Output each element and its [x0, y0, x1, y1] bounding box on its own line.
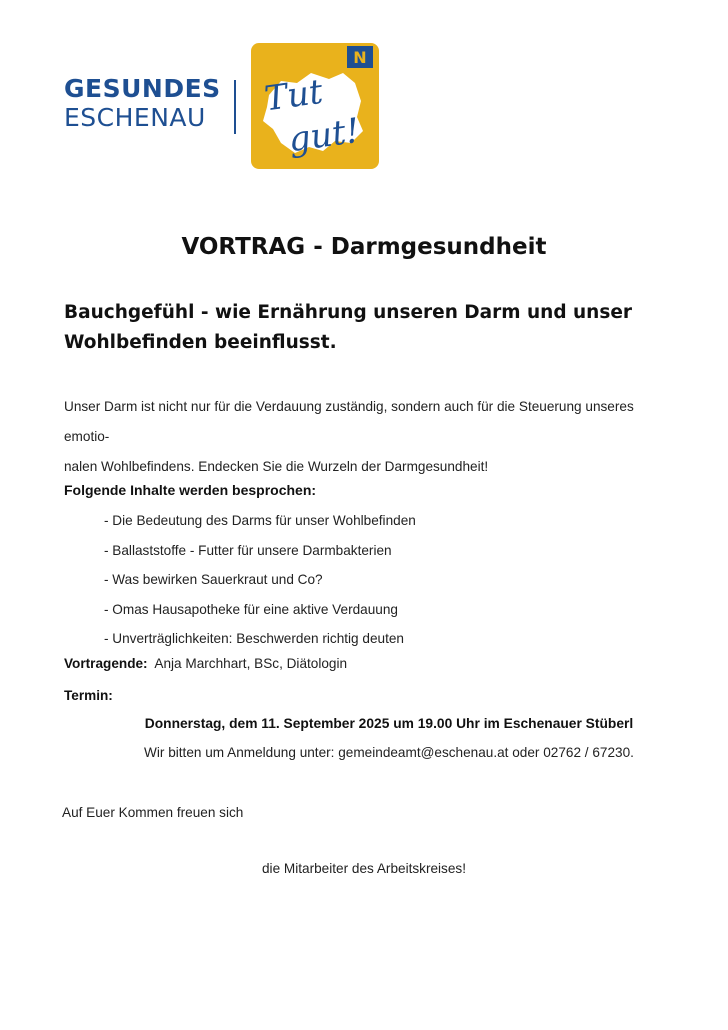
intro-paragraph [64, 392, 674, 482]
subtitle: Bauchgefühl - wie Ernährung unseren Darm und unser Wohlbefinden beeinflusst. [64, 302, 633, 353]
termin-label: Termin: [64, 688, 113, 703]
event-date: Donnerstag, dem 11. September 2025 um 19.00 Uhr im Eschenauer Stüberl [144, 716, 634, 731]
list-item: - Omas Hausapotheke für eine aktive Verdauung [104, 601, 398, 617]
speaker-label: Vortragende: [64, 656, 148, 671]
list-item: - Unverträglichkeiten: Beschwerden richtig deuten [104, 631, 404, 646]
logo-line-gesundes: GESUNDES [64, 74, 221, 103]
topics-heading: Folgende Inhalte werden besprochen: [64, 482, 317, 498]
speaker-line [64, 656, 347, 671]
closing-text: Auf Euer Kommen freuen sich [62, 805, 244, 820]
logo-wordmark [64, 75, 221, 133]
logo-divider [234, 80, 236, 134]
intro-line-2: nalen Wohlbefindens. Endecken Sie die Wurzeln der Darmgesundheit! [64, 459, 489, 474]
topics-list [104, 506, 416, 654]
logo-line-eschenau: ESCHENAU [64, 103, 206, 132]
registration-info: Wir bitten um Anmeldung unter: gemeindeamt@eschenau.at oder 02762 / 67230. [144, 745, 634, 760]
page-title: VORTRAG - Darmgesundheit [181, 234, 547, 260]
speaker-name: Anja Marchhart, BSc, Diätologin [154, 656, 348, 671]
signoff-text: die Mitarbeiter des Arbeitskreises! [262, 861, 466, 876]
intro-line-1: Unser Darm ist nicht nur für die Verdauung zuständig, sondern auch für die Steuerung unseres emotio- [64, 399, 634, 444]
badge-text-gut: gut! [286, 110, 362, 161]
badge-text-tut: Tut [262, 71, 326, 120]
badge-corner-letter: N [353, 48, 367, 67]
tut-gut-logo-icon [251, 43, 379, 169]
list-item: - Was bewirken Sauerkraut und Co? [104, 572, 323, 587]
list-item: - Die Bedeutung des Darms für unser Wohlbefinden [104, 513, 416, 528]
list-item: - Ballaststoffe - Futter für unsere Darmbakterien [104, 542, 392, 558]
